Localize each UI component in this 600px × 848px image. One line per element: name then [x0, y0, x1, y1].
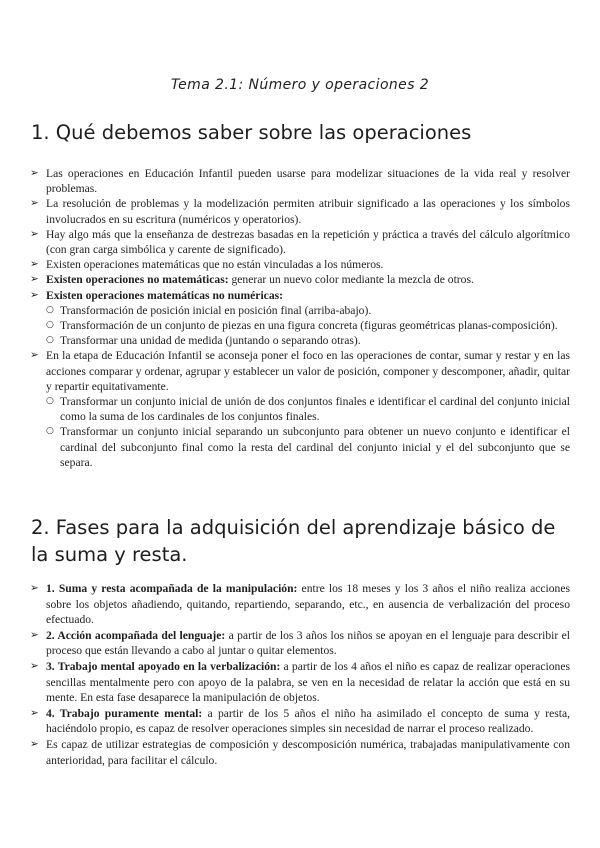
list-item-bold: Existen operaciones matemáticas no numéricas:: [46, 288, 283, 302]
list-item-text: a partir de los 4 años el niño es capaz de realizar operaciones sencillas mentalmente pero con apoyo de la palabra, se ven en la necesidad de relatar la acción que está en su mente. En esta fase desaparece la manipulación de objetos.: [46, 659, 570, 705]
arrow-bullet-icon: ➢: [30, 659, 39, 672]
circle-bullet-icon: ○: [46, 426, 54, 437]
arrow-bullet-icon: ➢: [30, 288, 39, 301]
circle-bullet-icon: ○: [46, 320, 54, 331]
sub-list-item-text: Transformar una unidad de medida (juntando o separando otras).: [60, 334, 361, 348]
arrow-bullet-icon: ➢: [30, 167, 39, 179]
list-item: [30, 196, 570, 226]
list-item-text: Las operaciones en Educación Infantil pueden usarse para modelizar situaciones de la vida real y resolver problemas.: [46, 167, 570, 196]
list-item: [30, 706, 570, 737]
sub-list-item: [30, 424, 570, 470]
list-item-text: a partir de los 5 años el niño ha asimilado el concepto de suma y resta, haciéndolo propio, es capaz de resolver operaciones simples sin necesidad de narrar el proceso realizado.: [46, 706, 570, 736]
list-item: [30, 272, 570, 287]
arrow-bullet-icon: ➢: [30, 273, 39, 286]
sub-list-item-text: Transformar un conjunto inicial separando un subconjunto para obtener un nuevo conjunto e identificar el cardinal del subconjunto final como la resta del cardinal del conjunto inicial y el del subconjunto que se separa.: [60, 425, 570, 469]
list-item-bold: 4. Trabajo puramente mental:: [46, 706, 203, 720]
circle-bullet-icon: ○: [46, 304, 54, 315]
list-item-bold: 2. Acción acompañada del lenguaje:: [46, 628, 226, 642]
arrow-bullet-icon: ➢: [30, 349, 39, 362]
arrow-bullet-icon: ➢: [30, 706, 39, 719]
section-2-list: [30, 581, 570, 768]
arrow-bullet-icon: ➢: [30, 582, 39, 594]
list-item-text: generar un nuevo color mediante la mezcla de otros.: [228, 273, 474, 287]
list-item-text: a partir de los 3 años los niños se apoyan en el lenguaje para describir el proceso que están llevando a cabo al juntar o quitar elementos.: [46, 628, 570, 658]
sub-list-item: [30, 333, 570, 348]
arrow-bullet-icon: ➢: [30, 258, 39, 271]
list-item: [30, 628, 570, 659]
list-item-text: Existen operaciones matemáticas que no están vinculadas a los números.: [46, 258, 384, 272]
document-title: Tema 2.1: Número y operaciones 2: [170, 77, 430, 93]
sub-list-item: [30, 318, 570, 333]
list-item: [30, 348, 570, 394]
list-item-text: Es capaz de utilizar estrategias de composición y descomposición numérica, trabajadas manipulativamente con anterioridad, para facilitar el cálculo.: [46, 737, 570, 767]
list-item-text: Hay algo más que la enseñanza de destrezas basadas en la repetición y práctica a través del cálculo algorítmico (con gran carga simbólica y carente de significado).: [46, 227, 570, 257]
sub-list-item-text: Transformación de un conjunto de piezas en una figura concreta (figuras geométricas planas-composición).: [60, 319, 558, 333]
section-1-heading: 1. Qué debemos saber sobre las operaciones: [31, 121, 472, 144]
list-item-bold: 3. Trabajo mental apoyado en la verbalización:: [46, 659, 281, 673]
arrow-bullet-icon: ➢: [30, 737, 39, 750]
list-item: [30, 737, 570, 768]
section-1-list: [30, 166, 570, 470]
arrow-bullet-icon: ➢: [30, 227, 39, 240]
list-item: [30, 659, 570, 706]
arrow-bullet-icon: ➢: [30, 197, 39, 210]
circle-bullet-icon: ○: [46, 335, 54, 346]
sub-list-item: [30, 394, 570, 424]
sub-list-item-text: Transformación de posición inicial en posición final (arriba-abajo).: [60, 303, 372, 317]
sub-list-item-text: Transformar un conjunto inicial de unión de dos conjuntos finales e identificar el cardinal del conjunto inicial como la suma de los cardinales de los conjuntos finales.: [60, 395, 570, 424]
sub-list-item: [30, 303, 570, 318]
circle-bullet-icon: ○: [46, 396, 54, 407]
list-item: [30, 581, 570, 628]
list-item-text: entre los 18 meses y los 3 años el niño realiza acciones sobre los objetos añadiendo, quitando, repartiendo, separando, etc., en ausencia de verbalización del proceso efectuado.: [46, 582, 570, 627]
section-2-heading: 2. Fases para la adquisición del aprendizaje básico de la suma y resta.: [31, 516, 556, 566]
list-item: [30, 227, 570, 257]
list-item: [30, 166, 570, 196]
arrow-bullet-icon: ➢: [30, 628, 39, 641]
list-item-bold: 1. Suma y resta acompañada de la manipulación:: [46, 582, 298, 595]
list-item-text: En la etapa de Educación Infantil se aconseja poner el foco en las operaciones de contar, sumar y restar y en las acciones comparar y ordenar, agrupar y establecer un valor de posición, componer y descomponer, añadir, quitar y repartir equitativamente.: [46, 349, 570, 393]
list-item-text: La resolución de problemas y la modelización permiten atribuir significado a las operaciones y los símbolos involucrados en su escritura (numéricos y operatorios).: [46, 197, 570, 226]
list-item-bold: Existen operaciones no matemáticas:: [46, 273, 229, 287]
list-item: [30, 288, 570, 303]
list-item: [30, 257, 570, 272]
